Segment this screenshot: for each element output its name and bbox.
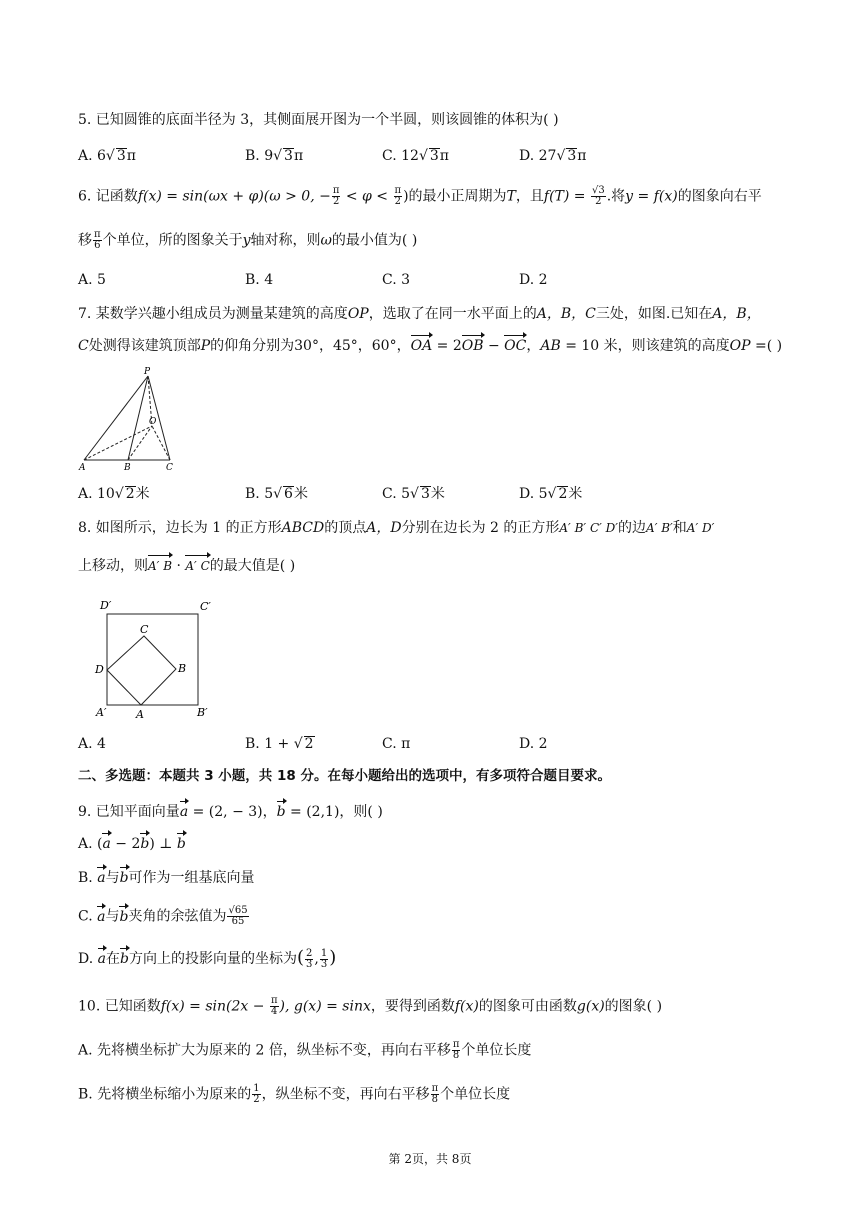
question-7-stem-line1: 7. 某数学兴趣小组成员为测量某建筑的高度OP，选取了在同一水平面上的A，B，C三处，如图.已知在A，B， xyxy=(78,306,761,322)
q9-option-b: B. a与b可作为一组基底向量 xyxy=(78,870,255,886)
q6-option-b: B. 4 xyxy=(245,272,274,288)
fig7-label-o: O xyxy=(149,417,157,427)
section-2-heading: 二、多选题：本题共 3 小题，共 18 分。在每小题给出的选项中，有多项符合题目要求。 xyxy=(78,768,611,784)
q5-option-b: B. 9√ 3π xyxy=(245,148,304,164)
question-9-stem: 9. 已知平面向量a = (2, − 3)，b = (2,1)，则( ) xyxy=(78,804,383,820)
question-5-stem: 5. 已知圆锥的底面半径为 3，其侧面展开图为一个半圆，则该圆锥的体积为( ) xyxy=(78,112,559,128)
question-8-stem-line1: 8. 如图所示，边长为 1 的正方形ABCD的顶点A，D分别在边长为 2 的正方形A′ B′ C′ D′的边A′ B′和A′ D′ xyxy=(78,520,715,536)
fig8-label-a: A xyxy=(136,708,144,721)
page-footer: 第 2页，共 8页 xyxy=(388,1152,472,1166)
q7-option-b: B. 5√ 6米 xyxy=(245,486,308,502)
q7-option-d: D. 5√ 2米 xyxy=(519,486,583,502)
fig8-label-d1: D′ xyxy=(100,599,112,612)
fig8-label-d: D xyxy=(95,663,104,676)
q8-option-b: B. 1 + √ 2 xyxy=(245,736,314,752)
q7-option-a: A. 10√ 2米 xyxy=(78,486,150,502)
question-7-stem-line2: C处测得该建筑顶部P的仰角分别为30°，45°，60°，OA = 2OB − OC，AB = 10 米，则该建筑的高度OP =( ) xyxy=(78,338,783,354)
fig7-label-a: A xyxy=(79,463,86,473)
q8-option-a: A. 4 xyxy=(78,736,106,752)
fig8-label-b: B xyxy=(178,662,187,675)
q10-option-a: A. 先将横坐标扩大为原来的 2 倍，纵坐标不变，再向右平移 $\frac{\pi}{8}$ 个单位长度 xyxy=(78,1039,532,1061)
question-6-stem-line2: 移 $\frac{\pi}{6}$ 个单位，所的图象关于y轴对称，则ω的最小值为( ) xyxy=(78,229,418,251)
q7-pyramid-figure xyxy=(76,364,186,476)
q6-option-a: A. 5 xyxy=(78,272,106,288)
question-8-stem-line2: 上移动，则A′ B · A′ C的最大值是( ) xyxy=(78,558,296,574)
question-10-stem: 10. 已知函数f(x) = sin(2x − $\frac{\pi}{4}$ ), g(x) = sinx，要得到函数f(x)的图象可由函数g(x)的图象( ) xyxy=(78,995,663,1017)
q5-option-a: A. 6√ 3π xyxy=(78,148,136,164)
q5-option-c: C. 12√ 3π xyxy=(382,148,449,164)
q10-option-b: B. 先将横坐标缩小为原来的 $\frac{1}{2}$ ，纵坐标不变，再向右平移 $\frac{\pi}{8}$ 个单位长度 xyxy=(78,1083,511,1105)
q9-option-c: C. a与b夹角的余弦值为 $\frac{√65}{65}$ xyxy=(78,905,248,927)
q8-square-figure xyxy=(92,596,222,724)
q7-option-c: C. 5√ 3米 xyxy=(382,486,445,502)
fig8-label-a1: A′ xyxy=(96,706,107,719)
fig8-label-c: C xyxy=(140,623,149,636)
q9-option-a: A. (a − 2b) ⊥ b xyxy=(78,836,186,852)
fig7-label-b: B xyxy=(124,463,131,473)
fig8-label-b1: B′ xyxy=(197,706,208,719)
fig8-label-c1: C′ xyxy=(200,600,211,613)
q6-option-d: D. 2 xyxy=(519,272,548,288)
q6-option-c: C. 3 xyxy=(382,272,411,288)
question-6-stem-line1: 6. 记函数f(x) = sin(ωx + φ)(ω > 0, − $\frac{\pi}{2}$ < φ < $\frac{\pi}{2}$ )的最小正周期为T，且f(T) = $\frac{√3}{2}$ .将y = f(x)的图象向右平 xyxy=(78,185,762,207)
q5-option-d: D. 27√ 3π xyxy=(519,148,587,164)
q9-option-d: D. a在b方向上的投影向量的坐标为( $\frac{2}{3}$ , $\frac{1}{3}$ ) xyxy=(78,947,337,970)
q8-option-d: D. 2 xyxy=(519,736,548,752)
fig7-label-p: P xyxy=(144,367,151,377)
fig7-label-c: C xyxy=(166,463,173,473)
q8-option-c: C. π xyxy=(382,736,411,752)
